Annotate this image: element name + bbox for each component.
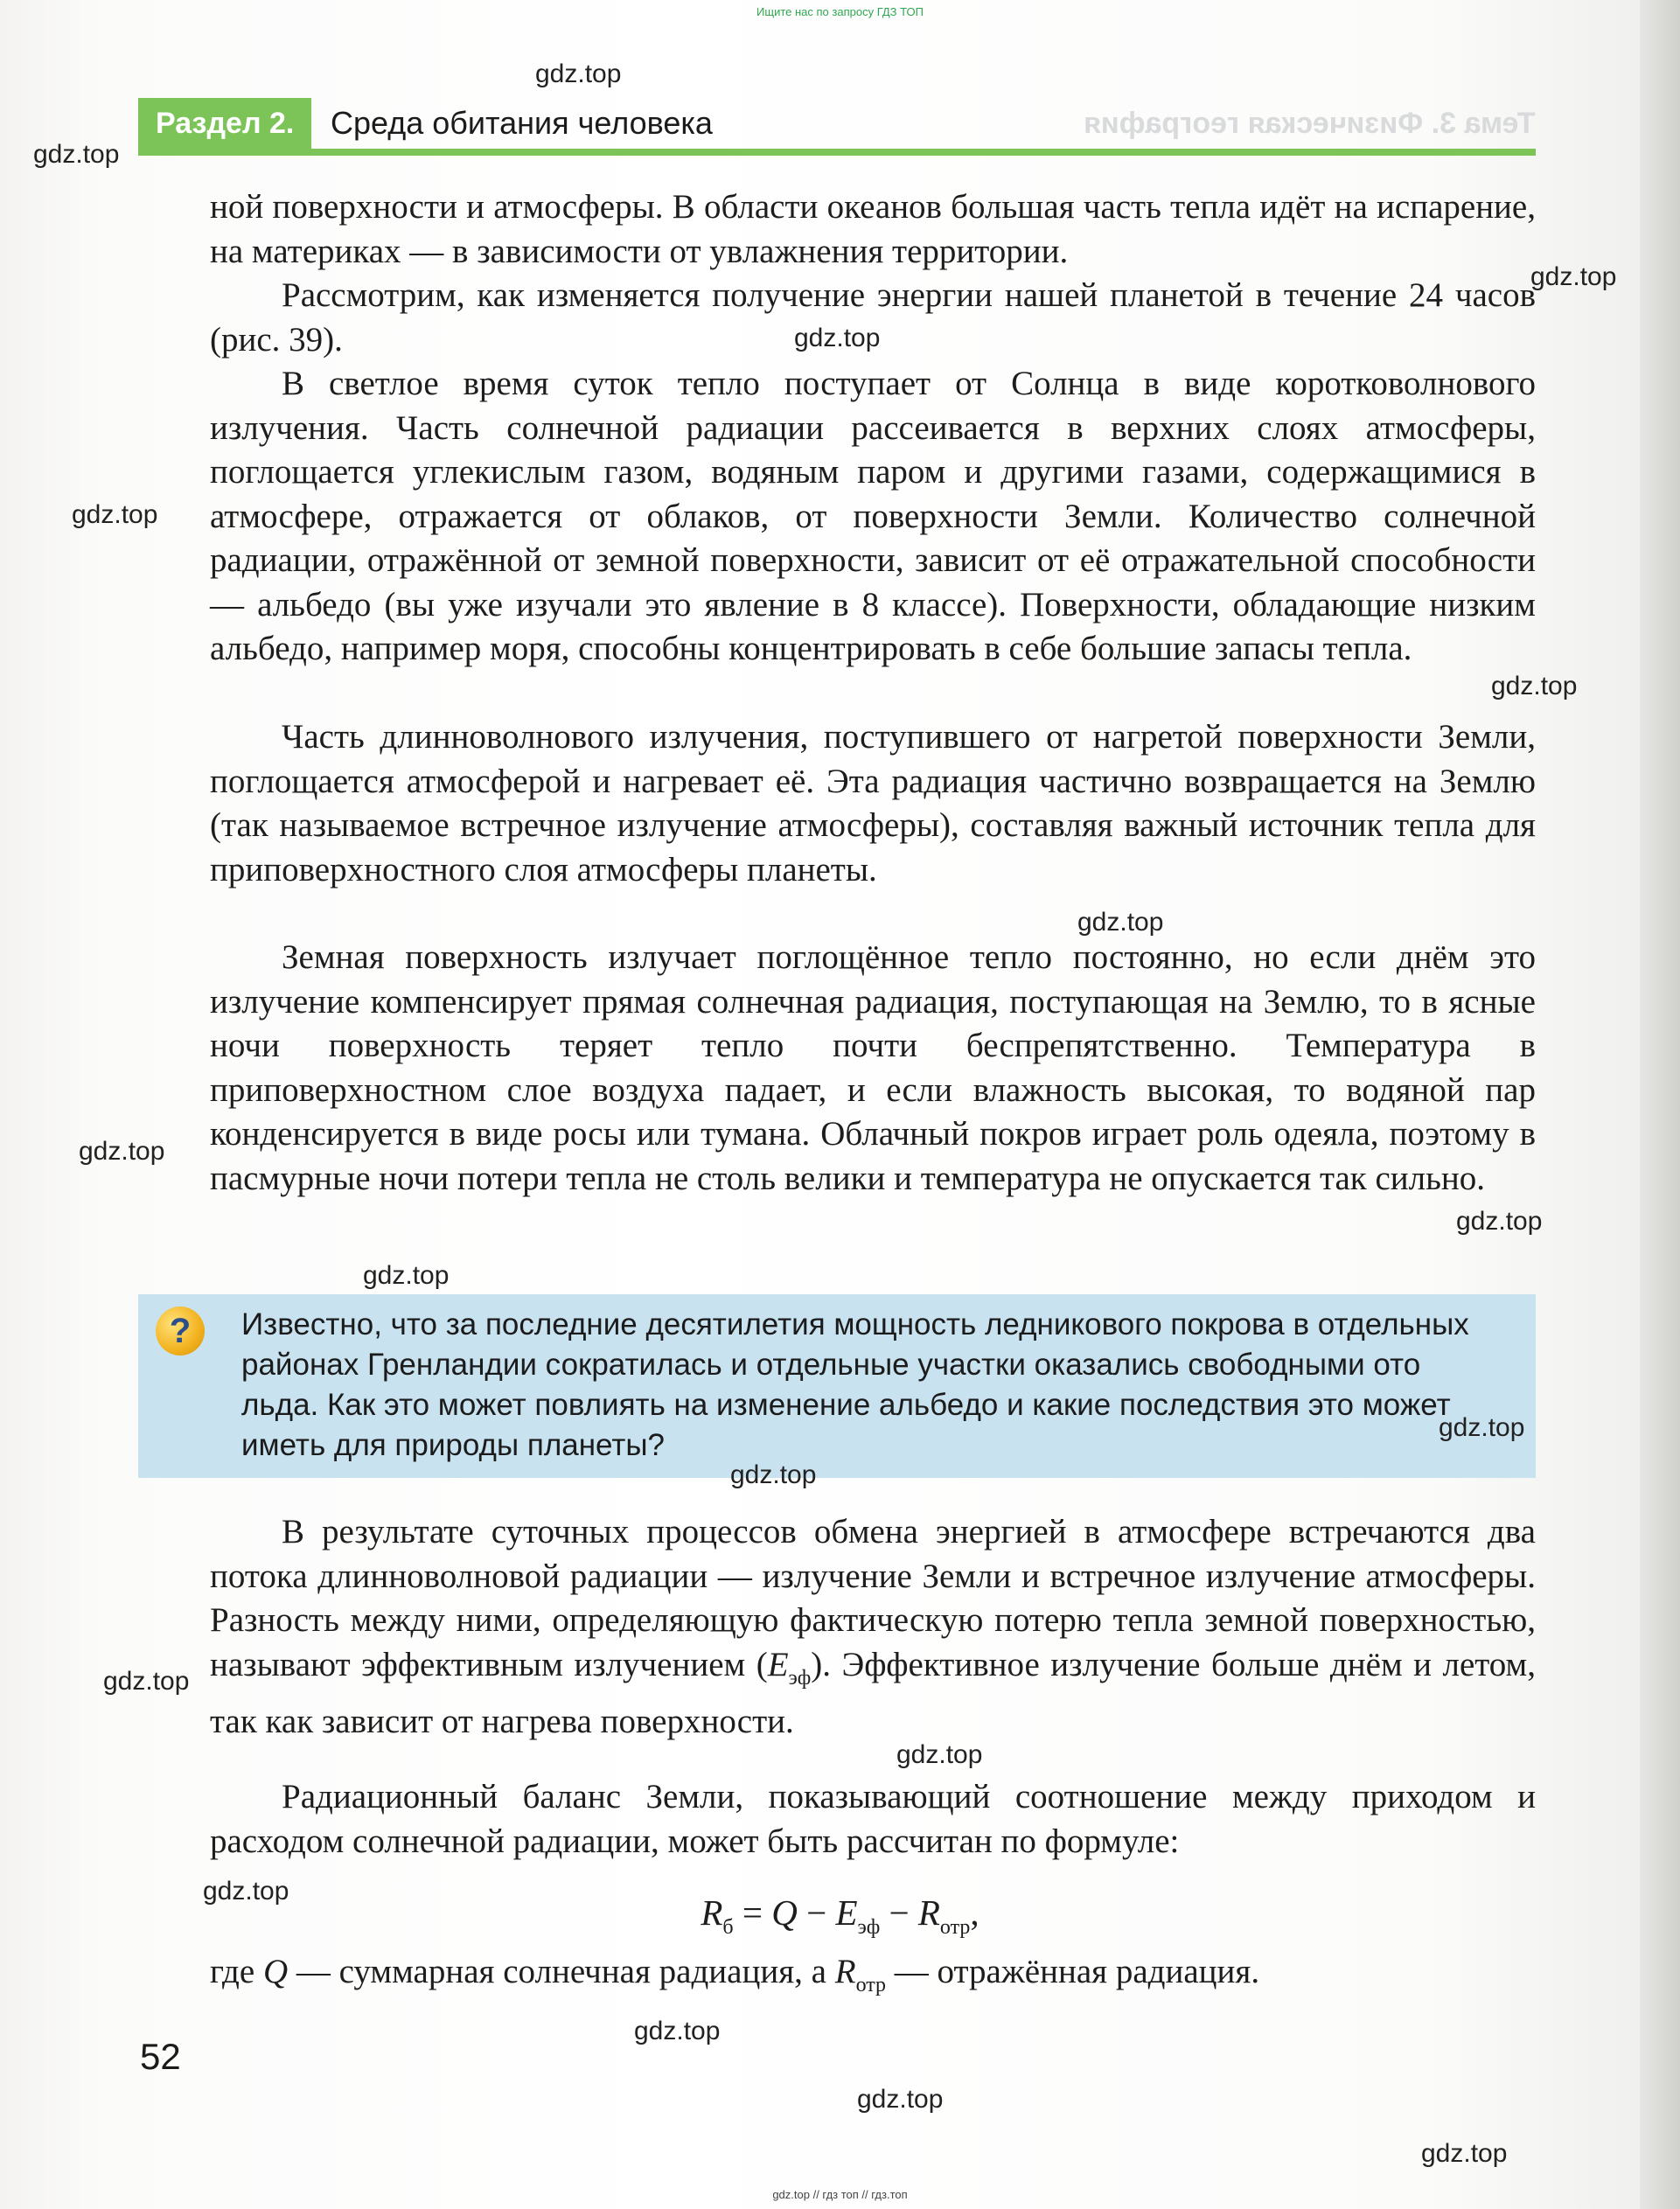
page-number: 52 — [140, 2036, 181, 2077]
watermark: gdz.top — [33, 140, 120, 169]
question-mark-icon: ? — [156, 1307, 205, 1355]
formula-rb: R — [701, 1892, 723, 1933]
explanation-q: Q — [262, 1953, 289, 1990]
paragraph-night-cooling: Земная поверхность излучает поглощённое тепло постоянно, но если днём это излучение компенсирует прямая солнечная радиация, поступающая на Землю, то в ясные ночи поверхность теряет тепло почти беспрепятственно. Температура в приповерхностном слое воздуха падает, и если влажность высокая, то водяной пар конденсируется в виде росы или тумана. Облачный покров играет роль одеяла, поэтому в пасмурные ночи потери тепла не столь велики и температура не опускается так сильно. — [210, 938, 1536, 1197]
watermark: gdz.top — [79, 1137, 165, 1166]
question-box — [138, 1294, 1536, 1478]
watermark: gdz.top — [1421, 2139, 1508, 2168]
formula-q: Q — [771, 1892, 798, 1933]
effective-subscript: эф — [788, 1666, 812, 1690]
formula-rotr-sub: отр — [939, 1916, 971, 1939]
paragraph-continuation: ной поверхности и атмосферы. В области океанов большая часть тепла идёт на испарение, на материках — в зависимости от увлажнения территории. — [210, 188, 1536, 270]
effective-text-before: В результате суточных процессов обмена энергией в атмосфере встречаются два потока длинноволновой радиации — излучение Земли и встречное излучение атмосферы. Разность между ними, определяющую фактическую потерю тепла земной поверхностью, называют эффективным излучением ( — [210, 1513, 1536, 1683]
watermark: gdz.top — [857, 2085, 944, 2114]
top-note[interactable]: Ищите нас по запросу ГДЗ ТОП — [756, 5, 924, 18]
effective-symbol: E — [767, 1645, 789, 1683]
watermark: gdz.top — [1491, 672, 1578, 700]
formula-eq: = — [733, 1892, 772, 1933]
paragraph-effective-radiation — [210, 1510, 1536, 1745]
page-header — [138, 98, 1536, 156]
explanation-part-2: — суммарная солнечная радиация, а — [288, 1953, 835, 1990]
paragraph-energy-24h: Рассмотрим, как изменяется получение энергии нашей планетой в течение 24 часов (рис. 39). — [210, 276, 1536, 359]
section-title: Среда обитания человека — [331, 105, 713, 141]
explanation-part-1: где — [210, 1953, 263, 1990]
watermark: gdz.top — [730, 1460, 817, 1489]
section-label: Раздел 2. — [138, 98, 311, 149]
explanation-r: R — [834, 1953, 856, 1990]
bleed-through-header: Тема 3. Физическая география — [1084, 107, 1536, 140]
paragraph-radiation-balance: Радиационный баланс Земли, показывающий соотношение между приходом и расходом солнечной радиации, может быть рассчитан по формуле: — [210, 1778, 1536, 1860]
watermark: gdz.top — [1530, 262, 1617, 291]
watermark: gdz.top — [794, 324, 881, 352]
explanation-r-sub: отр — [855, 1974, 887, 1996]
formula-explanation — [210, 1950, 1536, 2008]
explanation-part-3: — отражённая радиация. — [886, 1953, 1260, 1990]
formula-minus-2: − — [880, 1892, 918, 1933]
watermark: gdz.top — [203, 1877, 289, 1906]
question-text: Известно, что за последние десятилетия мощность ледникового покрова в отдельных районах Гренландии сократилась и отдельные участки оказались свободными ото льда. Как это может повлиять на изменение альбедо и какие последствия это может иметь для природы планеты? — [241, 1307, 1469, 1462]
formula-minus-1: − — [797, 1892, 836, 1933]
watermark: gdz.top — [1077, 908, 1164, 937]
bottom-note[interactable]: gdz.top // гдз топ // гдз.топ — [772, 2188, 908, 2201]
watermark: gdz.top — [103, 1667, 190, 1696]
formula-comma: , — [970, 1892, 979, 1933]
effective-text-after: ). Эффективное излучение больше днём и летом, так как зависит от нагрева поверхности. — [210, 1645, 1536, 1740]
watermark: gdz.top — [1439, 1413, 1525, 1442]
page-gutter — [1640, 0, 1680, 2209]
watermark: gdz.top — [363, 1261, 450, 1290]
paragraph-shortwave: В светлое время суток тепло поступает от Солнца в виде коротковолнового излучения. Часть солнечной радиации рассеивается в верхних слоях атмосферы, поглощается углекислым газом, водяным паром и другими газами, содержащимися в атмосфере, отражается от облаков, от поверхности Земли. Количество солнечной радиации, отражённой от земной поверхности, зависит от её отражательной способности — альбедо (вы уже изучали это явление в 8 классе). Поверхности, обладающие низким альбедо, например моря, способны концентрировать в себе большие запасы тепла. — [210, 365, 1536, 667]
formula-eef-sub: эф — [857, 1916, 881, 1939]
formula-eef: E — [835, 1892, 858, 1933]
watermark: gdz.top — [896, 1740, 983, 1769]
watermark: gdz.top — [634, 2017, 721, 2045]
watermark: gdz.top — [1456, 1207, 1543, 1236]
formula-rotr: R — [917, 1892, 940, 1933]
formula-rb-sub: б — [722, 1916, 734, 1939]
watermark: gdz.top — [535, 59, 622, 88]
paragraph-longwave: Часть длинноволнового излучения, поступившего от нагретой поверхности Земли, поглощается атмосферой и нагревает её. Эта радиация частично возвращается на Землю (так называемое встречное излучение атмосферы), составляя важный источник тепла для приповерхностного слоя атмосферы планеты. — [210, 718, 1536, 888]
watermark: gdz.top — [72, 500, 158, 529]
